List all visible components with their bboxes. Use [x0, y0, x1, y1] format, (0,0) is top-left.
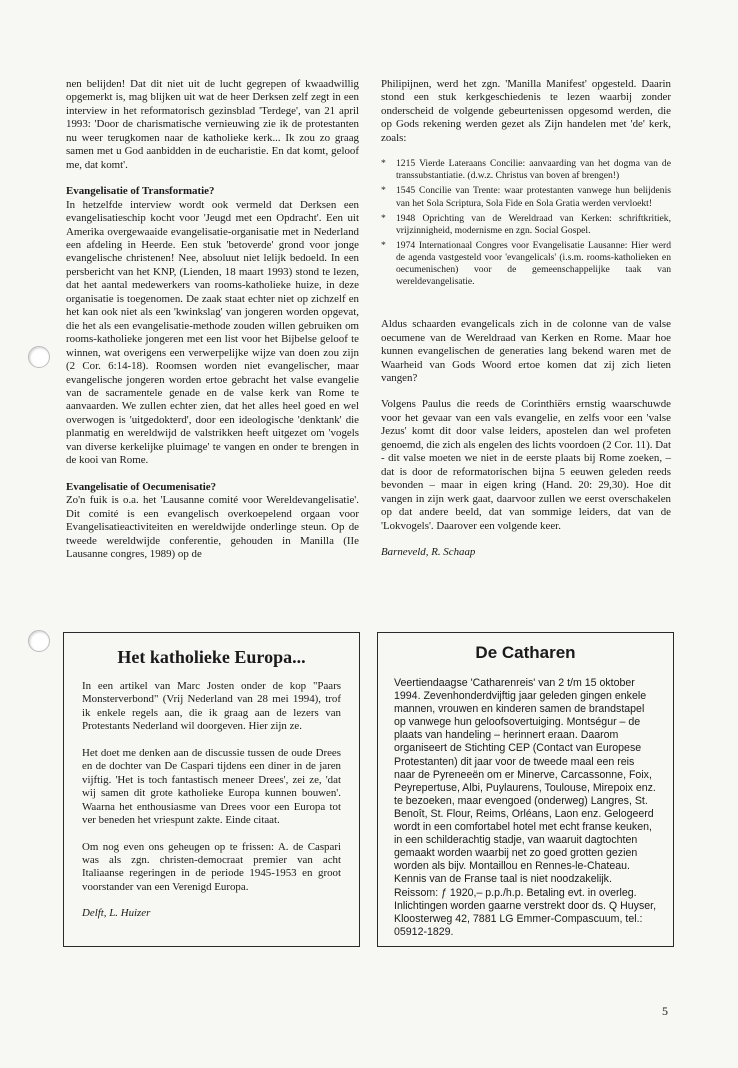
asterisk-bullet: *: [381, 158, 386, 170]
right-paragraph-1: Aldus schaarden evangelicals zich in de colonne van de valse oecumene van de Wereldraad van Kerken en Rome. Maar hoe kunnen evangelischen de generaties lang bekend waren met de Waarheid van Gods Woord ertoe komen dat zij zich lieten vangen?: [381, 318, 671, 385]
list-item: * 1215 Vierde Lateraans Concilie: aanvaarding van het dogma van de transsubstantiatie. (d.w.z. Christus van boven af brengen!): [381, 158, 671, 182]
right-paragraph-2: Volgens Paulus die reeds de Corinthiërs ernstig waarschuwde voor het gevaar van een vals evangelie, en zelfs voor een 'valse Jezus' komt dit door valse leiders, apostelen dan wel profeten genoemd, die zich als engelen des lichts voordoen (2 Cor. 11). Dat - dit valse moeten we niet in de eerste plaats bij Rome zoeken, – dat is door de reformatorischen bijna 5 eeuwen geleden reeds bevonden – maar in eigen kring (Hand. 20: 29,30). Hoe dit vangen in zijn werk gaat, daarvoor zullen we eerst overschakelen op dat andere beeld, dat van sommige leiders, dat van de 'Lokvogels'. Daarover een volgende keer.: [381, 398, 671, 532]
box-paragraph: Het doet me denken aan de discussie tussen de oude Drees en de dochter van De Caspari tijdens een diner in de jaren vijftig. 'Het is toch fantastisch meneer Drees', zei ze, 'dat wij samen dit grote katholieke Europa kunnen bouwen'. Waarna het enthousiasme van Drees voor een Europa tot ver beneden het vriespunt zakte. Einde citaat.: [82, 746, 341, 827]
list-item: * 1545 Concilie van Trente: waar protestanten vanwege hun belijdenis van het Sola Scriptura, Sola Fide en Sola Gratia werden vervloekt!: [381, 185, 671, 209]
box-paragraph: In een artikel van Marc Josten onder de kop "Paars Monsterverbond" (Vrij Nederland van 28 mei 1994), trof ik enkele regels aan, die ik graag aan de lezers van Protestants Nederland wil doorgeven. Hier zijn ze.: [82, 680, 341, 733]
page-number: 5: [662, 1004, 668, 1018]
left-intro-paragraph: nen belijden! Dat dit niet uit de lucht gegrepen of kwaadwillig opgemerkt is, mag blijken uit wat de heer Derksen zelf zegt in een interview in het reformatorisch gezinsblad 'Terdege', van 21 april 1993: 'Door de charismatische vernieuwing zie ik de protestanten nu weer terugkomen naar de katholieke kerk... Ik zou zo graag samen met u God aanbidden in de eucharistie. En dat komt, geloof me, dat komt'.: [66, 78, 359, 171]
asterisk-bullet: *: [381, 212, 386, 224]
asterisk-bullet: *: [381, 239, 386, 251]
heading-evangelisatie-transformatie: Evangelisatie of Transformatie?: [66, 185, 215, 198]
article-signature: Barneveld, R. Schaap: [381, 546, 476, 558]
box-title: De Catharen: [475, 643, 576, 662]
list-item: * 1974 Internationaal Congres voor Evangelisatie Lausanne: Hier werd de agenda vastgesteld voor 'evangelicals' (i.s.m. rooms-katholieken en oecumenischen) voor de gemeenschappelijke taak van wereldevangelisatie.: [381, 239, 671, 288]
right-intro-paragraph: Philipijnen, werd het zgn. 'Manilla Manifest' opgesteld. Daarin stond een stuk kerkgeschiedenis te lezen waarbij zonder onderscheid de volgende gebeurtenissen opgesomd werden, die op Gods rekening werden gezet als Zijn handelen met 'de' kerk, zoals:: [381, 78, 671, 144]
box-title: Het katholieke Europa...: [117, 647, 306, 667]
left-paragraph-1: In hetzelfde interview wordt ook vermeld dat Derksen een evangelisatieschip kocht voor 'Jeugd met een Opdracht'. Een uit Amerika overgewaaide evangelisatie-organisatie met in Nederland een afdeling in Heerde. Een stuk 'betoverde' grond voor jonge evangelische christenen! Nee, absoluut niet lelijk bedoeld. In een persbericht van het KNP, (Lienden, 18 maart 1993) stond te lezen, dat het aantal medewerkers van rooms-katholieke huize, in deze organisatie is toegenomen. De zaak staat echter niet op zichzelf en het kan ook niet als een 'kwinkslag' van jongeren worden opgevat, die het als een evangelisatie-methode zouden willen gebruiken om rooms-katholieke jongeren met een list voor het Bijbelse geloof te winnen, wat overigens een verwerpelijke wijze van doen zou zijn (2 Cor. 6:14-18). Roomsen worden niet evangelischer, maar evangelische jongeren worden ertoe gebracht het valse evangelie van de sacramentele genade en de valse kerk van Rome te aanvaarden. We zullen echter zien, dat het alles heel goed en wel overwogen is 'uitgedokterd', door een ideologische 'denktank' die planmatig en wereldwijd de valstrikken heeft uitgezet om 'vogels van diverse kerkelijke pluimage' te vangen en onder te brengen in de kooi van Rome.: [66, 198, 359, 467]
heading-evangelisatie-oecumenisatie: Evangelisatie of Oecumenisatie?: [66, 480, 217, 493]
box-paragraph: Om nog even ons geheugen op te frissen: A. de Caspari was als zgn. christen-democraat premier van acht Italiaanse regeringen in de periode 1945-1953 en groot voorstander van een Verenigd Europa.: [82, 840, 341, 893]
box-body: [64, 680, 359, 921]
left-paragraph-2: Zo'n fuik is o.a. het 'Lausanne comité voor Wereldevangelisatie'. Dit comité is een evangelisch overkoepelend orgaan voor Evangelisatieactiviteiten en wereldwijde onderlinge steun. Op de tweede wereldwijde conferentie, gehouden in Manilla (IIe Lausanne congres, 1989) op de: [66, 494, 359, 560]
list-item: * 1948 Oprichting van de Wereldraad van Kerken: schriftkritiek, vrijzinnigheid, modernisme en zgn. Social Gospel.: [381, 212, 671, 236]
article-left-column: [66, 78, 359, 561]
box-signature: Delft, L. Huizer: [82, 907, 151, 920]
article-right-column: [381, 78, 671, 559]
box-body: Veertiendaagse 'Catharenreis' van 2 t/m 15 oktober 1994. Zevenhonderdvijftig jaar geleden gingen enkele mannen, vrouwen en kinderen samen de brandstapel op vanwege hun geloofsovertuiging. Montségur – de plaats van handeling – herinnert eraan. Daarom organiseert de Stichting CEP (Contact van Europese Protestanten) dit jaar voor de tweede maal een reis naar de Pyreneeën om er Minerve, Carcassonne, Foix, Peyrepertuse, Albi, Puylaurens, Toulouse, Mirepoix enz. te bezoeken, maar evengoed (onderweg) Langres, St. Benoît, St. Flour, Reims, Orléans, Laon enz. Gelogeerd wordt in een comfortabel hotel met echt franse keuken, in een schilderachtig stadje, van waaruit dagtochten gemaakt worden waarbij net zo goed grotten gezien worden als bijv. Montaillou en Rennes-le-Chateau. Kennis van de Franse taal is niet noodzakelijk. Reissom: ƒ 1920,– p.p./h.p. Betaling evt. in overleg. Inlichtingen worden gaarne verstrekt door ds. Q Huyser, Kloosterweg 42, 7881 LG Emmer-Compascuum, tel.: 05912-1829.: [394, 677, 657, 938]
catharen-box: [377, 632, 674, 947]
katholieke-europa-box: [63, 632, 360, 947]
asterisk-bullet: *: [381, 185, 386, 197]
binder-hole-top: [28, 346, 50, 368]
binder-hole-bottom: [28, 630, 50, 652]
history-event-list: [381, 158, 671, 288]
